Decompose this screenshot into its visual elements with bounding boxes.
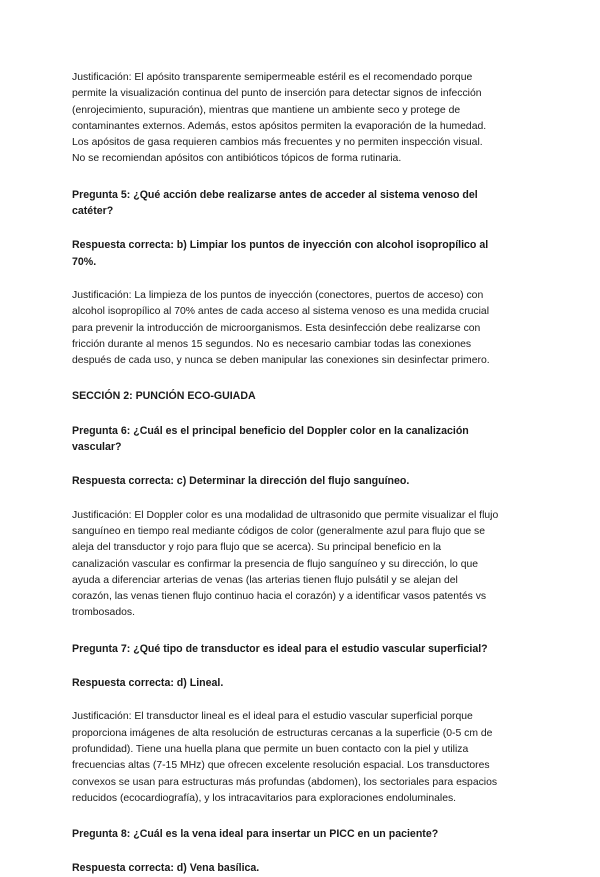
text-line: No se recomiendan apósitos con antibióticos tópicos de forma rutinaria.	[72, 153, 402, 165]
text-line: después de cada uso, y nunca se deben manipular las conexiones sin desinfectar primero.	[72, 355, 490, 367]
question-6	[72, 423, 530, 456]
text-line: corazón, las venas tienen flujo continuo hacia el corazón) y a identificar vasos patentés vs	[72, 591, 487, 603]
text-line: vascular?	[72, 441, 122, 454]
text-line: Pregunta 6: ¿Cuál es el principal beneficio del Doppler color en la canalización	[72, 424, 469, 437]
text-line: profundidad). Tiene una huella plana que permite un buen contacto con la piel y utiliza	[72, 743, 469, 755]
text-line: Respuesta correcta: c) Determinar la dirección del flujo sanguíneo.	[72, 475, 410, 488]
text-line: Justificación: La limpieza de los puntos de inyección (conectores, puertos de acceso) con	[72, 289, 484, 301]
text-line: fricción durante al menos 15 segundos. No es necesario cambiar todas las conexiones	[72, 338, 472, 350]
question-5	[72, 187, 530, 220]
text-line: canalización vascular es confirmar la presencia de flujo sanguíneo y su dirección, lo que	[72, 558, 479, 570]
q4-justification	[72, 70, 530, 168]
text-line: proporciona imágenes de alta resolución de estructuras cercanas a la superficie (0-5 cm de	[72, 727, 493, 739]
text-line: contaminantes externos. Además, estos apósitos permiten la evaporación de la humedad.	[72, 120, 487, 132]
text-line: Justificación: El Doppler color es una modalidad de ultrasonido que permite visualizar el flujo	[72, 509, 499, 521]
text-line: alcohol isopropílico al 70% antes de cada acceso al sistema venoso es una medida crucial	[72, 306, 490, 318]
text-line: Respuesta correcta: d) Lineal.	[72, 677, 224, 690]
answer-6	[72, 473, 530, 489]
text-line: permite la visualización continua del punto de inserción para detectar signos de infección	[72, 88, 482, 100]
q6-justification	[72, 508, 530, 622]
text-line: (enrojecimiento, supuración), mientras que mantiene un ambiente seco y protege de	[72, 104, 461, 116]
q5-justification	[72, 288, 530, 369]
section-title: SECCIÓN 2: PUNCIÓN ECO-GUIADA	[72, 390, 256, 403]
text-line: Respuesta correcta: b) Limpiar los puntos de inyección con alcohol isopropílico al	[72, 239, 489, 252]
text-line: Pregunta 7: ¿Qué tipo de transductor es ideal para el estudio vascular superficial?	[72, 642, 488, 655]
text-line: trombosados.	[72, 607, 135, 619]
text-line: Justificación: El apósito transparente semipermeable estéril es el recomendado porque	[72, 72, 473, 83]
text-line: frecuencias altas (7-15 MHz) que ofrecen excelente resolución espacial. Los transductores	[72, 760, 490, 772]
text-line: sanguíneo en tiempo real mediante códigos de color (generalmente azul para flujo que se	[72, 525, 486, 537]
text-line: catéter?	[72, 205, 114, 218]
question-8	[72, 826, 530, 842]
text-line: Pregunta 8: ¿Cuál es la vena ideal para insertar un PICC en un paciente?	[72, 828, 439, 841]
text-line: Respuesta correcta: d) Vena basílica.	[72, 862, 260, 875]
answer-5	[72, 237, 530, 270]
q7-justification	[72, 709, 530, 807]
answer-8	[72, 860, 530, 876]
text-line: Los apósitos de gasa requieren cambios más frecuentes y no permiten inspección visual.	[72, 137, 483, 149]
text-line: reducidos (ecocardiografía), y los intracavitarios para exploraciones endoluminales.	[72, 792, 457, 804]
answer-7	[72, 675, 530, 691]
text-line: ayuda a diferenciar arterias de venas (las arterias tienen flujo pulsátil y se alejan del	[72, 574, 458, 586]
text-line: para prevenir la introducción de microorganismos. Esta desinfección debe realizarse con	[72, 322, 481, 334]
text-line: 70%.	[72, 255, 97, 268]
text-line: Justificación: El transductor lineal es el ideal para el estudio vascular superficial porque	[72, 711, 473, 723]
text-line: aleja del transductor y rojo para flujo que se acerca). Su principal beneficio en la	[72, 542, 442, 554]
section-2-heading	[72, 388, 530, 404]
text-line: Pregunta 5: ¿Qué acción debe realizarse antes de acceder al sistema venoso del	[72, 188, 478, 201]
text-line: convexos se usan para estructuras más profundas (abdomen), los sectoriales para espacios	[72, 776, 498, 788]
question-7	[72, 641, 530, 657]
